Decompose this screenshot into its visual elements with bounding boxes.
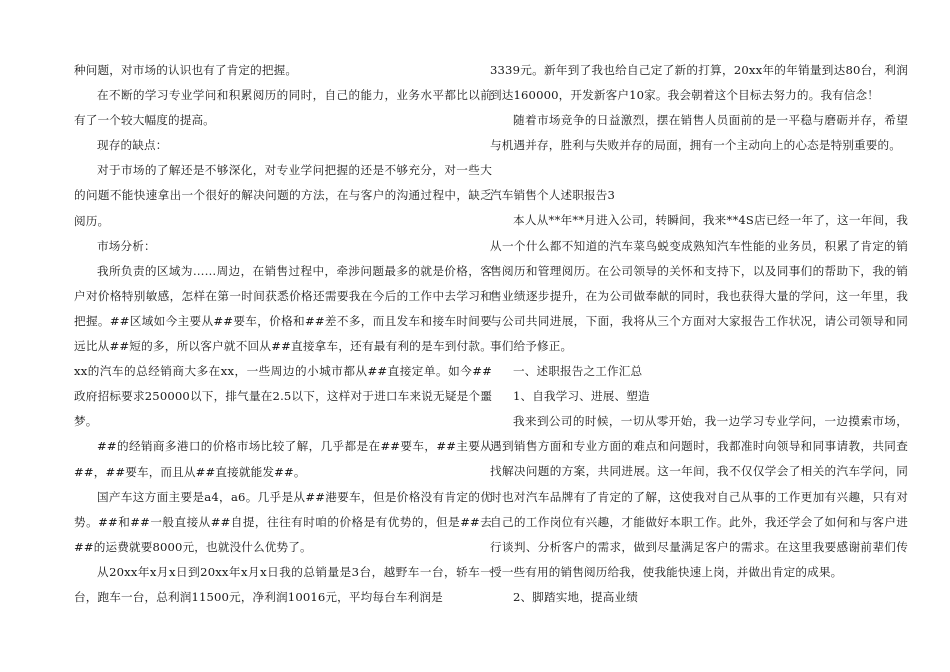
paragraph: 从20xx年x月x日到20xx年x月x日我的总销量是3台，越野车一台，轿车一台，跑车一台，总利润11500元，净利润10016元，平均每台车利润是 <box>74 564 492 604</box>
paragraph: 国产车这方面主要是a4，a6。几乎是从##港要车，但是价格没有肯定的优势。##和##一般直接从##自提，往往有时咱的价格是有优势的，但是##去##的运费就要8000元，也就没什么优势了。 <box>74 489 492 554</box>
section-heading: 现存的缺点： <box>97 138 168 153</box>
right-column <box>490 58 908 610</box>
left-column <box>74 58 492 610</box>
section-heading: 一、述职报告之工作汇总 <box>513 364 643 379</box>
paragraph: ##的经销商多港口的价格市场比较了解，几乎都是在##要车，##主要从##，##要车，而且从##直接就能发##。 <box>74 439 492 479</box>
section-heading: 市场分析： <box>97 238 156 253</box>
subsection-heading: 1、自我学习、进展、塑造 <box>513 389 650 404</box>
paragraph: 对于市场的了解还是不够深化，对专业学问把握的还是不够充分，对一些大的问题不能快速拿出一个很好的解决问题的方法，在与客户的沟通过程中，缺乏阅历。 <box>74 163 492 228</box>
paragraph: 随着市场竞争的日益激烈，摆在销售人员面前的是一平稳与磨砺并存，希望与机遇并存，胜利与失败并存的局面，拥有一个主动向上的心态是特别重要的。 <box>490 113 908 153</box>
paragraph: 我所负责的区域为……周边，在销售过程中，牵涉问题最多的就是价格，客户对价格特别敏感，怎样在第一时间获悉价格还需要我在今后的工作中去学习和把握。##区域如今主要从##要车，价格和##差不多，而且发车和接车时间要远比从##短的多，所以客户就不回从##直接拿车，还有最有利的是车到付款。xx的汽车的总经销商大多在xx，一些周边的小城市都从##直接定单。如今##政府招标要求250000以下，排气量在2.5以下，这样对于进口车来说无疑是个噩梦。 <box>74 263 492 429</box>
paragraph: 本人从**年**月进入公司，转瞬间，我来**4S店已经一年了，这一年间，我从一个什么都不知道的汽车菜鸟蜕变成熟知汽车性能的业务员，积累了肯定的销售阅历和管理阅历。在公司领导的关怀和支持下，以及同事们的帮助下，我的销售业绩逐步提升，在为公司做奉献的同时，我也获得大量的学问，这一年里，我与公司共同进展，下面，我将从三个方面对大家报告工作状况，请公司领导和同事们给予修正。 <box>490 213 908 353</box>
paragraph: 3339元。新年到了我也给自己定了新的打算，20xx年的年销量到达80台，利润到达160000，开发新客户10家。我会朝着这个目标去努力的。我有信念！ <box>490 63 908 103</box>
paragraph: 种问题，对市场的认识也有了肯定的把握。 <box>74 63 298 77</box>
report-title: 汽车销售个人述职报告3 <box>490 188 615 203</box>
subsection-heading: 2、脚踏实地，提高业绩 <box>513 589 638 604</box>
paragraph: 我来到公司的时候，一切从零开始，我一边学习专业学问，一边摸索市场，遇到销售方面和专业方面的难点和问题时，我都准时向领导和同事请教，共同查找解决问题的方案，共同进展。这一年间，我不仅仅学会了相关的汽车学问，同时也对汽车品牌有了肯定的了解，这使我对自己从事的工作更加有兴趣，只有对自己的工作岗位有兴趣，才能做好本职工作。此外，我还学会了如何和与客户进行谈判、分析客户的需求，做到尽量满足客户的需求。在这里我要感谢前辈们传授一些有用的销售阅历给我，使我能快速上岗，并做出肯定的成果。 <box>490 414 908 579</box>
paragraph: 在不断的学习专业学问和积累阅历的同时，自己的能力，业务水平都比以前有了一个较大幅度的提高。 <box>74 88 492 128</box>
